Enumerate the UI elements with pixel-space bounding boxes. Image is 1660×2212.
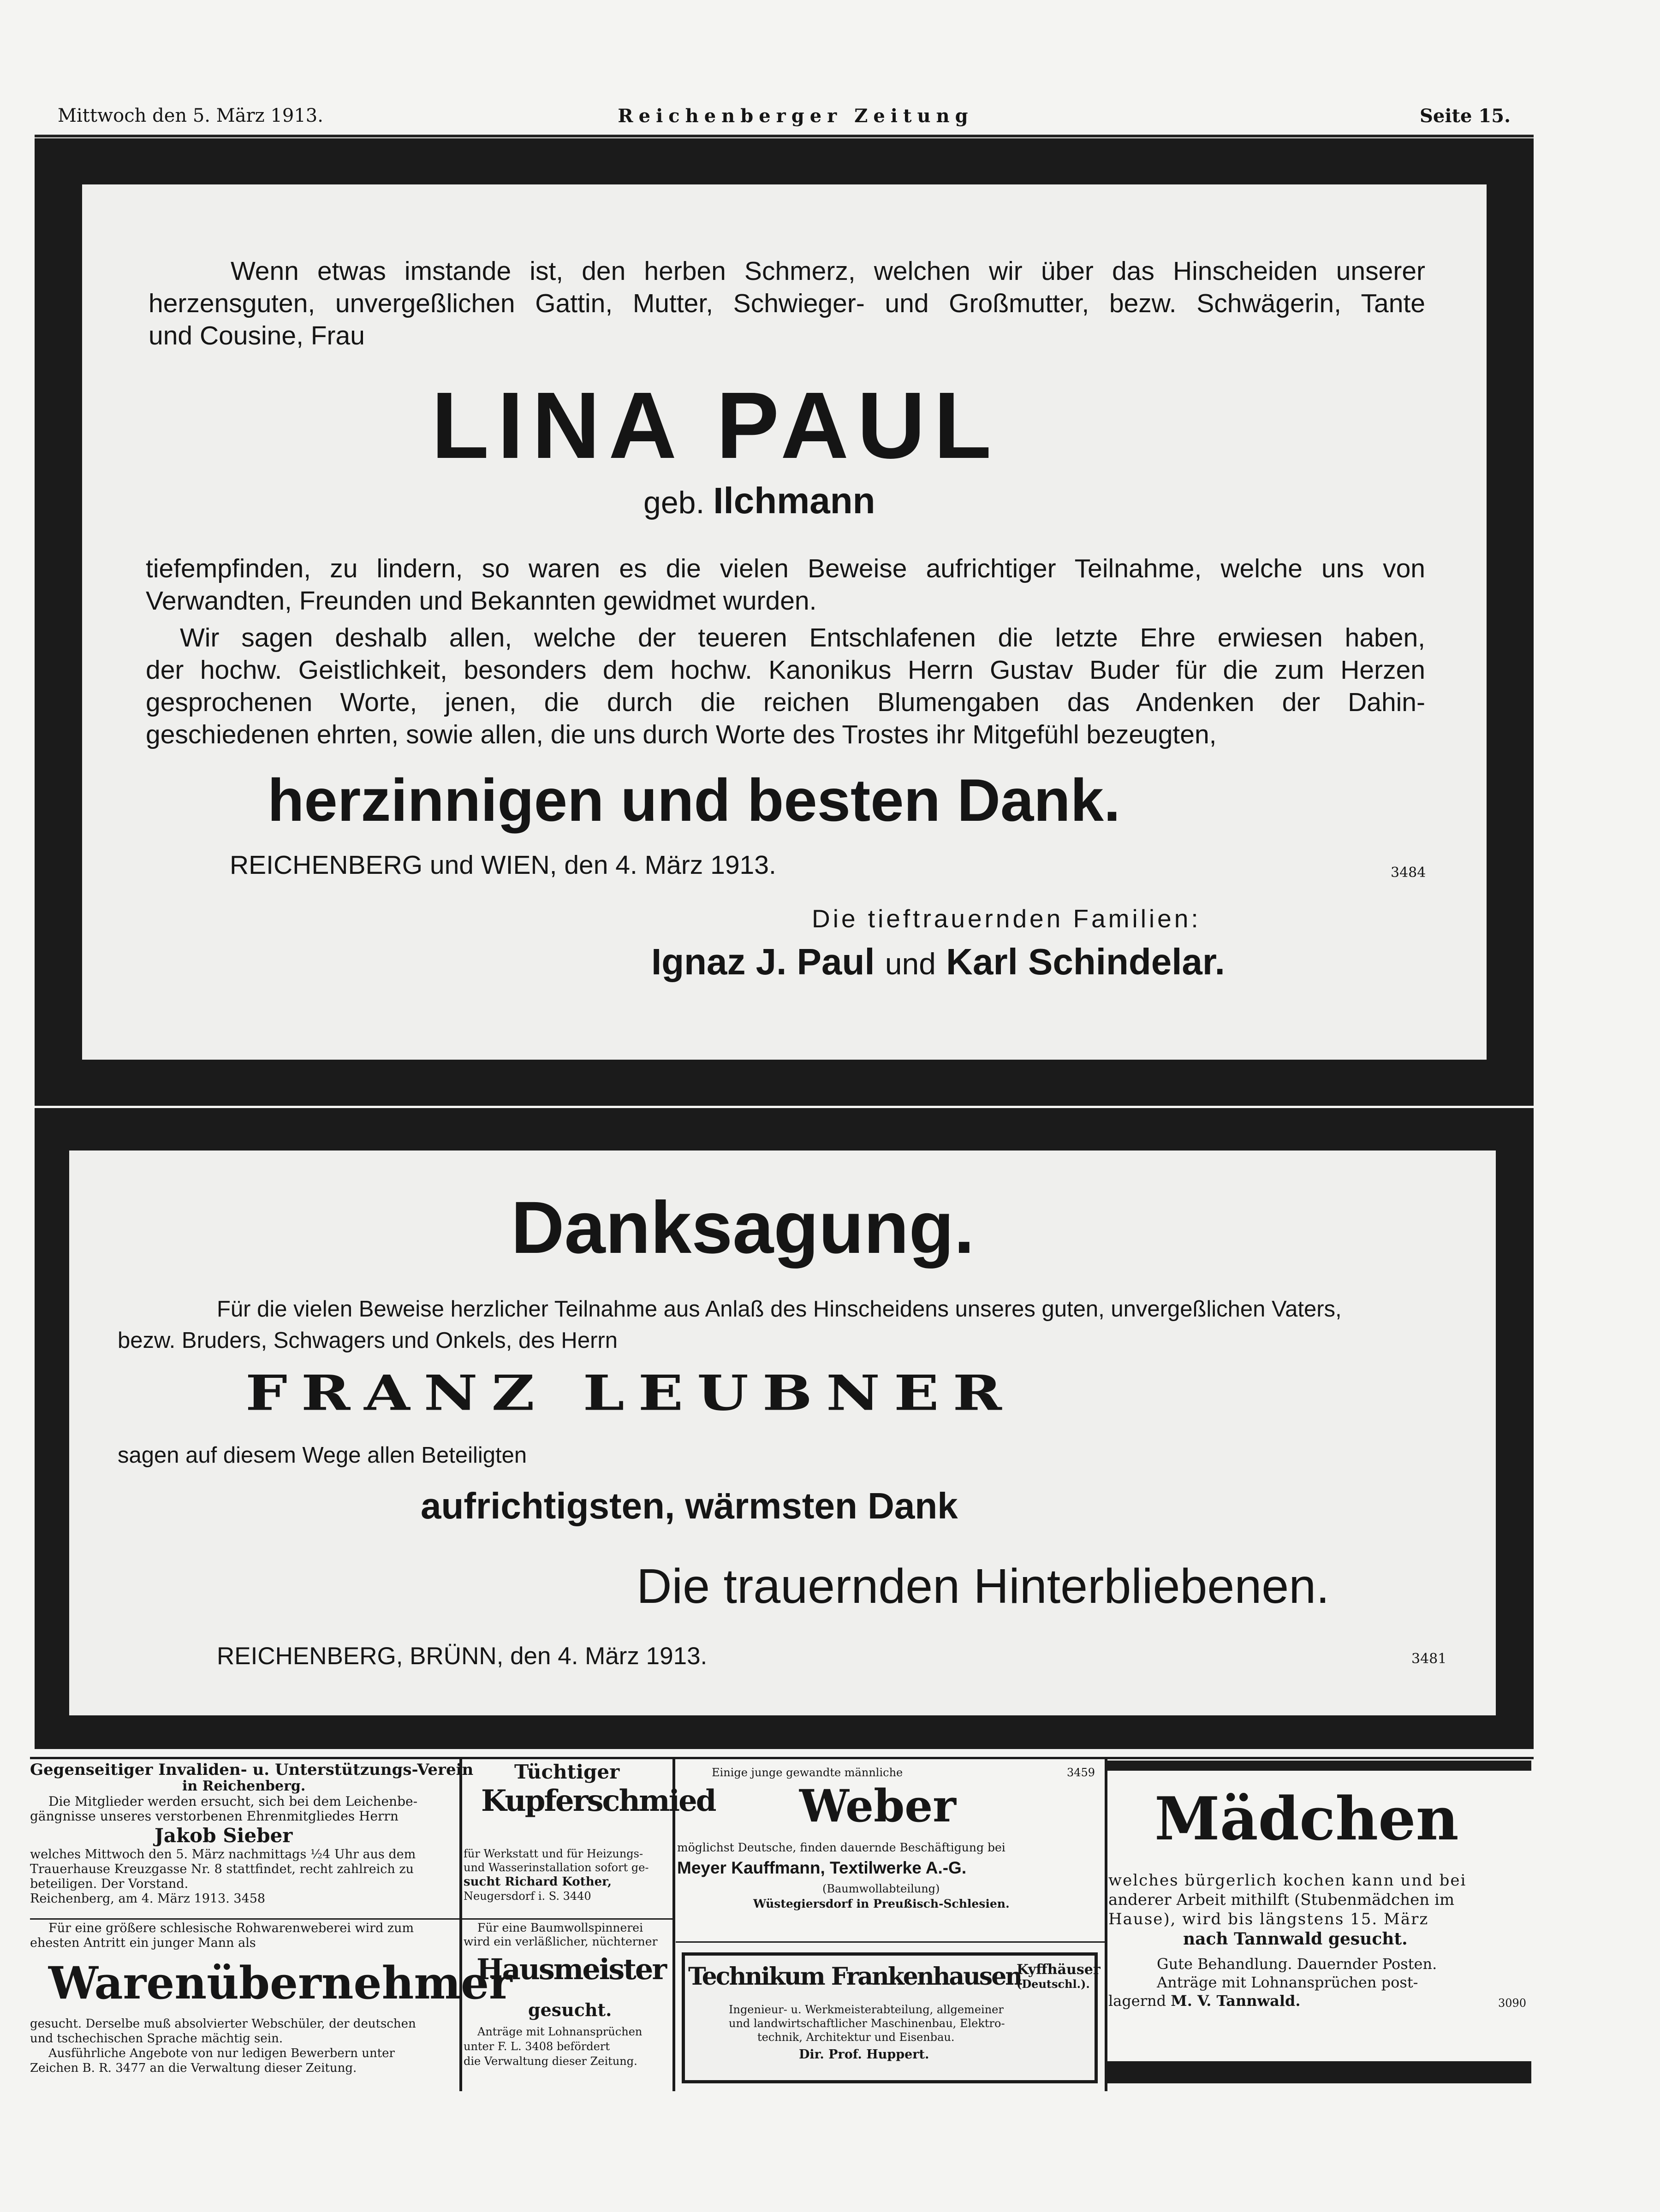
- notice1-intro-line-2: herzensguten, unvergeßlichen Gattin, Mutter, Schwieger- und Großmutter, bezw. Schwägerin, Tante: [149, 289, 1425, 318]
- newspaper-title: Reichenberger Zeitung: [618, 105, 974, 127]
- header-rule: [35, 135, 1534, 137]
- ad-weber: [677, 1766, 1101, 1937]
- maiden-name: [643, 480, 875, 522]
- family-names-und: und: [885, 947, 936, 981]
- page-number: Seite 15.: [1420, 105, 1511, 127]
- notice1-body-line-5: gesprochenen Worte, jenen, die durch die reichen Blumengaben das Andenken der Dahin-: [146, 688, 1425, 717]
- waren-line-1: Für eine größere schlesische Rohwarenweberei wird zum: [48, 1921, 414, 1935]
- verein-line-6: Reichenberg, am 4. März 1913. 3458: [30, 1892, 266, 1906]
- kupfer-line-1: für Werkstatt und für Heizungs-: [464, 1847, 643, 1860]
- notice1-ref-number: 3484: [1391, 865, 1426, 881]
- geb-name: Ilchmann: [713, 480, 875, 521]
- verein-line-2: gängnisse unseres verstorbenen Ehrenmitgliedes Herrn: [30, 1809, 399, 1824]
- maedchen-ref: 3090: [1498, 1997, 1527, 2010]
- haus-line-5: die Verwaltung dieser Zeitung.: [464, 2055, 637, 2068]
- haus-line-3: Anträge mit Lohnansprüchen: [477, 2025, 643, 2038]
- notice1-body-line-3: Wir sagen deshalb allen, welche der teueren Entschlafenen die letzte Ehre erwiesen haben,: [180, 623, 1425, 652]
- kupfer-bottom-rule: [462, 1918, 672, 1920]
- notice2-place-date: REICHENBERG, BRÜNN, den 4. März 1913.: [217, 1643, 708, 1670]
- ad-kupferschmied: [464, 1761, 715, 1917]
- geb-prefix: geb.: [643, 485, 705, 520]
- verein-line-5: beteiligen. Der Vorstand.: [30, 1877, 189, 1891]
- technikum-line-2: und landwirtschaftlicher Maschinenbau, Elektro-: [729, 2017, 1005, 2030]
- weber-title: Weber: [799, 1780, 956, 1832]
- weber-line-1: möglichst Deutsche, finden dauernde Beschäftigung bei: [677, 1841, 1006, 1854]
- maedchen-line-2: anderer Arbeit mithilft (Stubenmädchen im: [1108, 1891, 1455, 1909]
- haus-line-2: wird ein verläßlicher, nüchterner: [464, 1935, 658, 1948]
- notice1-body-line-4: der hochw. Geistlichkeit, besonders dem hochw. Kanonikus Herrn Gustav Buder für die zum Herzen: [146, 655, 1425, 685]
- haus-line-4: unter F. L. 3408 befördert: [464, 2040, 610, 2053]
- verein-subtitle: in Reichenberg.: [182, 1778, 306, 1794]
- technikum-director: Dir. Prof. Huppert.: [799, 2047, 929, 2062]
- ad-hausmeister: [464, 1921, 672, 2092]
- verein-bottom-rule: [30, 1918, 459, 1920]
- weber-bottom-rule: [676, 1941, 1105, 1943]
- verein-name: Jakob Sieber: [155, 1824, 293, 1847]
- maedchen-top-bar: [1107, 1761, 1531, 1771]
- maedchen-line-4: Gute Behandlung. Dauernder Posten.: [1157, 1955, 1437, 1973]
- ad-warenuebernehmer: [30, 1921, 512, 2092]
- maedchen-line-1: welches bürgerlich kochen kann und bei: [1108, 1871, 1467, 1890]
- technikum-side-2: (Deutschl.).: [1017, 1977, 1090, 1991]
- col-divider-1: [459, 1759, 462, 2091]
- waren-line-4: und tschechischen Sprache mächtig sein.: [30, 2032, 283, 2046]
- deceased-name-lina-paul: LINA PAUL: [431, 373, 1000, 478]
- weber-place: Wüstegiersdorf in Preußisch-Schlesien.: [753, 1897, 1010, 1910]
- families-label: Die tieftrauernden Familien:: [812, 904, 1201, 933]
- verein-line-3: welches Mittwoch den 5. März nachmittags ½4 Uhr aus dem: [30, 1847, 416, 1862]
- notice1-body-line-6: geschiedenen ehrten, sowie allen, die uns durch Worte des Trostes ihr Mitgefühl bezeugten,: [146, 720, 1217, 749]
- technikum-line-1: Ingenieur- u. Werkmeisterabteilung, allgemeiner: [729, 2003, 1004, 2016]
- waren-line-3: gesucht. Derselbe muß absolvierter Webschüler, der deutschen: [30, 2017, 416, 2031]
- classifieds-top-rule: [30, 1757, 1534, 1759]
- family-name-paul: Ignaz J. Paul: [651, 941, 875, 982]
- waren-line-5: Ausführliche Angebote von nur ledigen Bewerbern unter: [48, 2046, 395, 2060]
- verein-line-1: Die Mitglieder werden ersucht, sich bei dem Leichenbe-: [48, 1794, 418, 1809]
- notice1-body-line-2: Verwandten, Freunden und Bekannten gewidmet wurden.: [146, 586, 817, 616]
- weber-top: Einige junge gewandte männliche: [712, 1766, 903, 1779]
- family-names: [651, 941, 1225, 983]
- maedchen-line-3: Hause), wird bis längstens 15. März: [1108, 1910, 1429, 1928]
- notice2-thanks: aufrichtigsten, wärmsten Dank: [421, 1485, 958, 1526]
- kupfer-line-3: sucht Richard Kother,: [464, 1875, 612, 1889]
- notice1-body-line-1: tiefempfinden, zu lindern, so waren es die vielen Beweise aufrichtiger Teilnahme, welche uns von: [146, 554, 1425, 583]
- waren-line-2: ehesten Antritt ein junger Mann als: [30, 1936, 256, 1950]
- haus-line-1: Für eine Baumwollspinnerei: [477, 1921, 643, 1934]
- haus-title: Hausmeister: [476, 1952, 666, 1986]
- notice1-intro-line-1: Wenn etwas imstande ist, den herben Schmerz, welchen wir über das Hinscheiden unserer: [231, 256, 1425, 286]
- notice2-signature: Die trauernden Hinterbliebenen.: [637, 1559, 1330, 1613]
- verein-title: Gegenseitiger Invaliden- u. Unterstützungs-Verein: [30, 1761, 474, 1779]
- deceased-name-franz-leubner: FRANZ LEUBNER: [245, 1365, 1016, 1422]
- notice1-place-date: REICHENBERG und WIEN, den 4. März 1913.: [230, 850, 776, 880]
- technikum-side-1: Kyffhäuser: [1017, 1962, 1101, 1978]
- page-header: [58, 105, 1511, 133]
- maedchen-line-5: Anträge mit Lohnansprüchen post-: [1157, 1974, 1418, 1991]
- ad-technikum: [688, 1959, 1101, 2079]
- family-name-schindelar: Karl Schindelar.: [946, 941, 1225, 982]
- verein-line-4: Trauerhause Kreuzgasse Nr. 8 stattfindet, recht zahlreich zu: [30, 1862, 414, 1876]
- maedchen-bottom-bar: [1107, 2061, 1531, 2083]
- kupfer-line-2: und Wasserinstallation sofort ge-: [464, 1861, 649, 1874]
- kupfer-title-2: Kupferschmied: [481, 1784, 715, 1818]
- notice2-intro-line-1: Für die vielen Beweise herzlicher Teilnahme aus Anlaß des Hinscheidens unseres guten, unvergeßlichen Vaters,: [217, 1297, 1342, 1322]
- notice2-ref-number: 3481: [1411, 1651, 1447, 1667]
- notice2-line: sagen auf diesem Wege allen Beteiligten: [118, 1443, 527, 1468]
- maedchen-title: Mädchen: [1154, 1785, 1459, 1854]
- notice1-intro-line-3: und Cousine, Frau: [149, 321, 365, 350]
- ad-maedchen: [1108, 1775, 1530, 2070]
- haus-title-2: gesucht.: [528, 1999, 612, 2020]
- maedchen-last-prefix: lagernd: [1108, 1992, 1166, 2010]
- maedchen-last-bold: M. V. Tannwald.: [1171, 1992, 1301, 2010]
- kupfer-title-1: Tüchtiger: [514, 1761, 620, 1783]
- ad-verein: [30, 1761, 474, 1917]
- danksagung-title: Danksagung.: [511, 1186, 975, 1269]
- waren-line-6: Zeichen B. R. 3477 an die Verwaltung dieser Zeitung.: [30, 2061, 357, 2075]
- waren-title: Warenübernehmer: [48, 1957, 512, 2009]
- weber-sub: (Baumwollabteilung): [822, 1882, 940, 1895]
- col-divider-3: [1105, 1759, 1107, 2091]
- header-date: Mittwoch den 5. März 1913.: [58, 105, 323, 126]
- kupfer-line-4: Neugersdorf i. S. 3440: [464, 1890, 591, 1903]
- maedchen-bold-line: nach Tannwald gesucht.: [1183, 1929, 1408, 1949]
- technikum-line-3: technik, Architektur und Eisenbau.: [757, 2031, 955, 2044]
- weber-ref: 3459: [1067, 1766, 1095, 1779]
- maedchen-last-line: [1108, 1992, 1300, 2010]
- notice1-thanks: herzinnigen und besten Dank.: [268, 766, 1121, 834]
- weber-company: Meyer Kauffmann, Textilwerke A.-G.: [677, 1858, 967, 1877]
- notice2-intro-line-2: bezw. Bruders, Schwagers und Onkels, des Herrn: [118, 1328, 618, 1353]
- technikum-title: Technikum Frankenhausen: [688, 1963, 1022, 1991]
